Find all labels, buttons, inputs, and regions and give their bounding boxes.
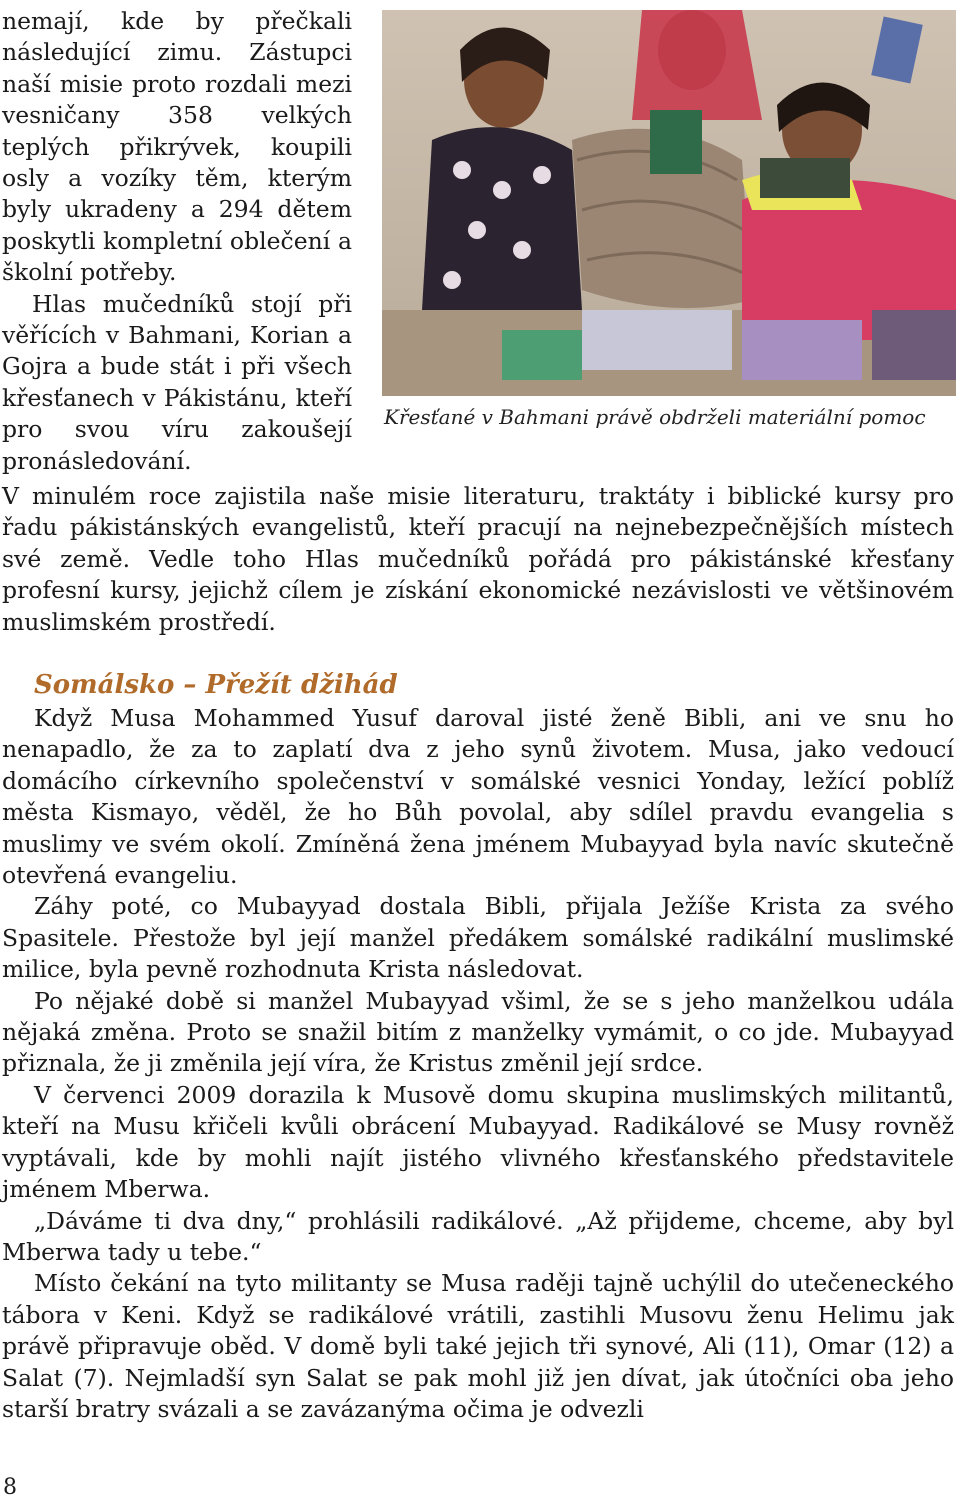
section-paragraph-2: Záhy poté, co Mubayyad dostala Bibli, přijala Ježíše Krista za svého Spasitele. Přestože byl její manžel předákem somálské radikální muslimské milice, byla pevně rozhodnuta Krista následovat. [2, 892, 954, 984]
section-paragraph-4: V červenci 2009 dorazila k Musově domu skupina muslimských militantů, kteří na Musu křičeli kvůli obrácení Mubayyad. Radikálové se Musy rovněž vyptávali, kde by mohli najít jistého vlivného křesťanského představitele jménem Mberwa. [2, 1080, 954, 1204]
section-body [2, 703, 954, 1425]
section-paragraph-5: „Dáváme ti dva dny,“ prohlásili radikálové. „Až přijdeme, chceme, aby byl Mberwa tady u tebe.“ [2, 1206, 954, 1266]
section-paragraph-3: Po nějaké době si manžel Mubayyad všiml, že se s jeho manželkou udála nějaká změna. Proto se snažil bitím z manželky vymámit, o co jde. Mubayyad přiznala, že ji změnila její víra, že Kristus změnil její srdce. [2, 986, 954, 1078]
page-number: 8 [3, 1475, 17, 1500]
photo-illustration [382, 10, 956, 396]
photo-caption: Křesťané v Bahmani právě obdrželi materiální pomoc [384, 405, 926, 429]
photo-christians-bahmani [382, 10, 956, 396]
section-paragraph-6: Místo čekání na tyto militanty se Musa raději tajně uchýlil do utečeneckého tábora v Keni. Když se radikálové vrátili, zastihli Musovu ženu Helimu jak právě připravuje oběd. V domě byli také jejich tři synové, Ali (11), Omar (12) a Salat (7). Nejmladší syn Salat se pak mohl již jen dívat, jak útočníci oba jeho starší bratry svázali a se zavázanýma očima je odvezli [2, 1269, 954, 1423]
continuation-block [2, 481, 954, 638]
section-paragraph-1: Když Musa Mohammed Yusuf daroval jisté ženě Bibli, ani ve snu ho nenapadlo, že za to zaplatí dva z jeho synů životem. Musa, jako vedoucí domácího církevního společenství v somálské vesnici Yonday, ležící poblíž města Kismayo, věděl, že ho Bůh povolal, aby sdílel pravdu evangelia s muslimy ve svém okolí. Zmíněná žena jménem Mubayyad byla navíc skutečně otevřená evangeliu. [2, 704, 954, 890]
continuation-paragraph: V minulém roce zajistila naše misie literaturu, traktáty i biblické kursy pro řadu pákistánských evangelistů, kteří pracují na nejnebezpečnějších místech své země. Vedle toho Hlas mučedníků pořádá pro pákistánské křesťany profesní kursy, jejichž cílem je získání ekonomické nezávislosti ve většinovém muslimském prostředí. [2, 482, 954, 636]
section-title: Somálsko – Přežít džihád [34, 670, 398, 700]
intro-paragraph-2: Hlas mučedníků stojí při věřících v Bahmani, Korian a Gojra a bude stát i při všech křesťanech v Pákistánu, kteří pro svou víru zakoušejí pronásledování. [2, 289, 352, 475]
intro-column [2, 6, 352, 477]
intro-paragraph-1: nemají, kde by přečkali následující zimu. Zástupci naší misie proto rozdali mezi vesničany 358 velkých teplých přikrývek, koupili osly a vozíky těm, kterým byly ukradeny a 294 dětem poskytli kompletní oblečení a školní potřeby. [2, 7, 352, 287]
